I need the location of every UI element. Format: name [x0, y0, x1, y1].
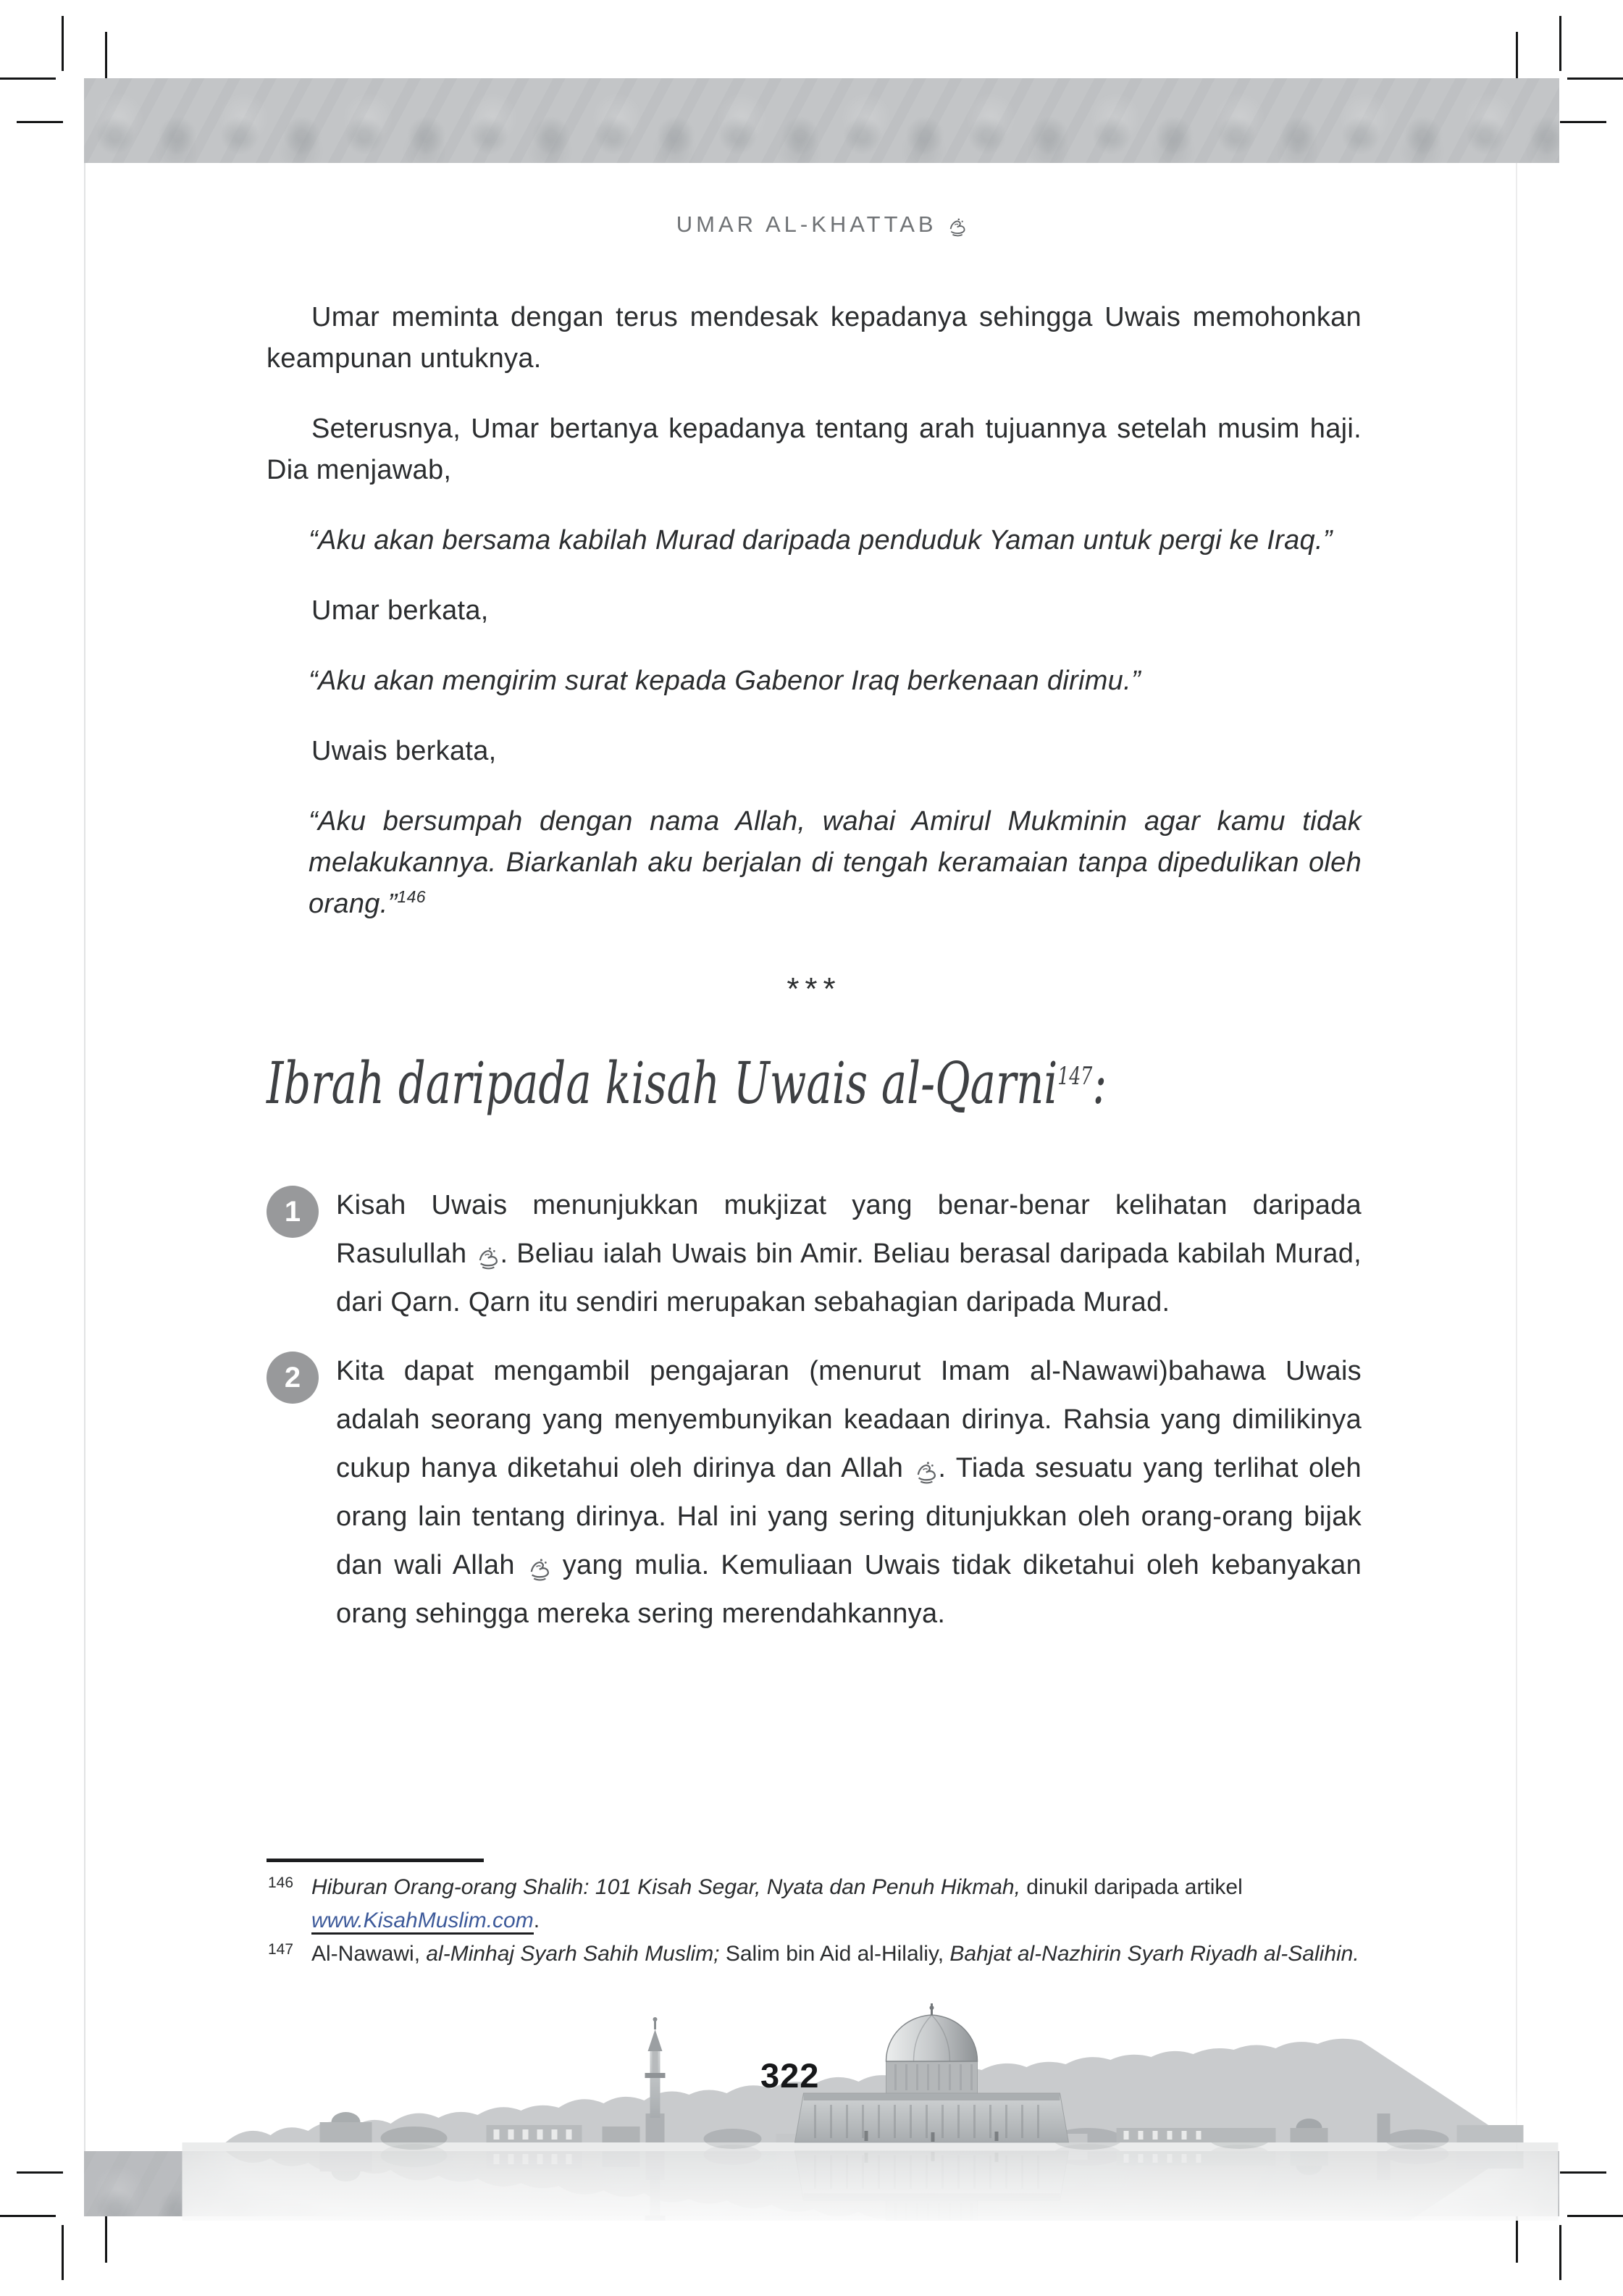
- crop-mark: [1559, 2225, 1561, 2280]
- reflection-fade: [183, 2147, 1559, 2221]
- paragraph: Umar berkata,: [311, 595, 489, 626]
- paragraph: Uwais berkata,: [311, 736, 497, 766]
- footnote-text-segment: al-Minhaj Syarh Sahih Muslim;: [426, 1942, 720, 1966]
- list-item-text: Kisah Uwais menunjukkan mukjizat yang benar-benar kelihatan daripada Rasulullah . Beliau ialah Uwais bin Amir. Beliau berasal daripada kabilah Murad, dari Qarn. Qarn itu sendiri merupakan sebahagian daripada Murad.: [336, 1190, 1362, 1317]
- list-number-badge: 2: [267, 1352, 319, 1404]
- list-item: [267, 1347, 1362, 1638]
- crop-mark: [0, 2215, 56, 2217]
- body-text-column: [267, 297, 1362, 1659]
- footnotes-block: [267, 1859, 1375, 1971]
- crop-mark: [62, 16, 64, 71]
- crop-mark: [105, 32, 107, 80]
- paragraph: Seterusnya, Umar bertanya kepadanya tentang arah tujuannya setelah musim haji. Dia menjawab,: [267, 414, 1362, 485]
- section-heading: Ibrah daripada kisah Uwais al-Qarni$^{147}$:: [267, 1049, 1107, 1117]
- footnote-text-segment: dinukil daripada artikel: [1020, 1875, 1243, 1899]
- footnote-text-segment: .: [533, 1909, 540, 1932]
- crop-mark: [62, 2225, 64, 2280]
- list-item-text: Kita dapat mengambil pengajaran (menurut Imam al-Nawawi)bahawa Uwais adalah seorang yang menyembunyikan keadaan dirinya. Rahsia yang dimilikinya cukup hanya diketahui oleh dirinya dan Allah . Tiada sesuatu yang terlihat oleh orang lain tentang dirinya. Hal ini yang sering ditunjukkan oleh orang-orang bijak dan wali Allah yang mulia. Kemuliaan Uwais tidak diketahui oleh kebanyakan orang sehingga mereka sering merendahkannya.: [336, 1356, 1362, 1629]
- crop-mark: [1567, 77, 1623, 80]
- crop-mark: [1559, 16, 1561, 71]
- running-header-title: UMAR AL-KHATTAB: [676, 211, 937, 237]
- footnote-text-segment: Salim bin Aid al-Hilaliy,: [719, 1942, 950, 1966]
- list-number-badge: 1: [267, 1186, 319, 1238]
- lesson-list: [267, 1181, 1362, 1638]
- crop-mark: [1516, 32, 1518, 80]
- kisahmuslim-link[interactable]: www.KisahMuslim.com: [311, 1909, 534, 1935]
- quote-umar-letter: “Aku akan mengirim surat kepada Gabenor Iraq berkenaan dirimu.”: [309, 666, 1141, 696]
- crop-mark: [17, 121, 63, 123]
- footnote: [267, 1871, 1375, 1937]
- page-trim-edge: [1516, 163, 1517, 2151]
- dome-of-the-rock-skyline-illustration: [181, 2003, 1559, 2221]
- crop-mark: [1560, 2171, 1606, 2174]
- quote-uwais-oath: “Aku bersumpah dengan nama Allah, wahai Amirul Mukminin agar kamu tidak melakukannya. Biarkanlah aku berjalan di tengah keramaian tanpa dipedulikan oleh orang.”$^{146}$: [309, 806, 1362, 919]
- header-honorific: [947, 211, 967, 237]
- footnote-text-segment: Hiburan Orang-orang Shalih: 101 Kisah Segar, Nyata dan Penuh Hikmah,: [311, 1875, 1020, 1899]
- ornamental-band-top: [84, 78, 1559, 163]
- crop-mark: [1567, 2215, 1623, 2217]
- footnote-rule: [267, 1859, 484, 1862]
- footnote: [267, 1937, 1375, 1971]
- crop-mark: [0, 77, 56, 80]
- honorific-calligraphy-icon: [475, 1240, 500, 1273]
- quote-uwais-destination: “Aku akan bersama kabilah Murad daripada penduduk Yaman untuk pergi ke Iraq.”: [309, 525, 1333, 556]
- page-number: 322: [760, 2056, 820, 2095]
- crop-mark: [17, 2171, 63, 2174]
- paragraph: Umar meminta dengan terus mendesak kepadanya sehingga Uwais memohonkan keampunan untuknya.: [267, 302, 1362, 374]
- footnote-text-segment: Al-Nawawi,: [311, 1942, 427, 1966]
- honorific-calligraphy-icon: [527, 1551, 551, 1585]
- list-item: [267, 1181, 1362, 1327]
- crop-mark: [105, 2215, 107, 2263]
- footnote-number: 146: [268, 1874, 294, 1891]
- footnote-number: 147: [268, 1941, 294, 1958]
- crop-mark: [1560, 121, 1606, 123]
- honorific-calligraphy-icon: [947, 214, 967, 238]
- footnote-text-segment: Bahjat al-Nazhirin Syarh Riyadh al-Salihin.: [949, 1942, 1359, 1966]
- honorific-calligraphy-icon: [913, 1454, 938, 1488]
- footnote-reference: 147: [1057, 1062, 1093, 1091]
- asterisk-separator: ***: [787, 971, 842, 1007]
- page-trim-edge: [84, 163, 85, 2151]
- running-header: [84, 211, 1559, 238]
- footnote-reference: 146: [397, 887, 426, 906]
- crop-mark: [1516, 2215, 1518, 2263]
